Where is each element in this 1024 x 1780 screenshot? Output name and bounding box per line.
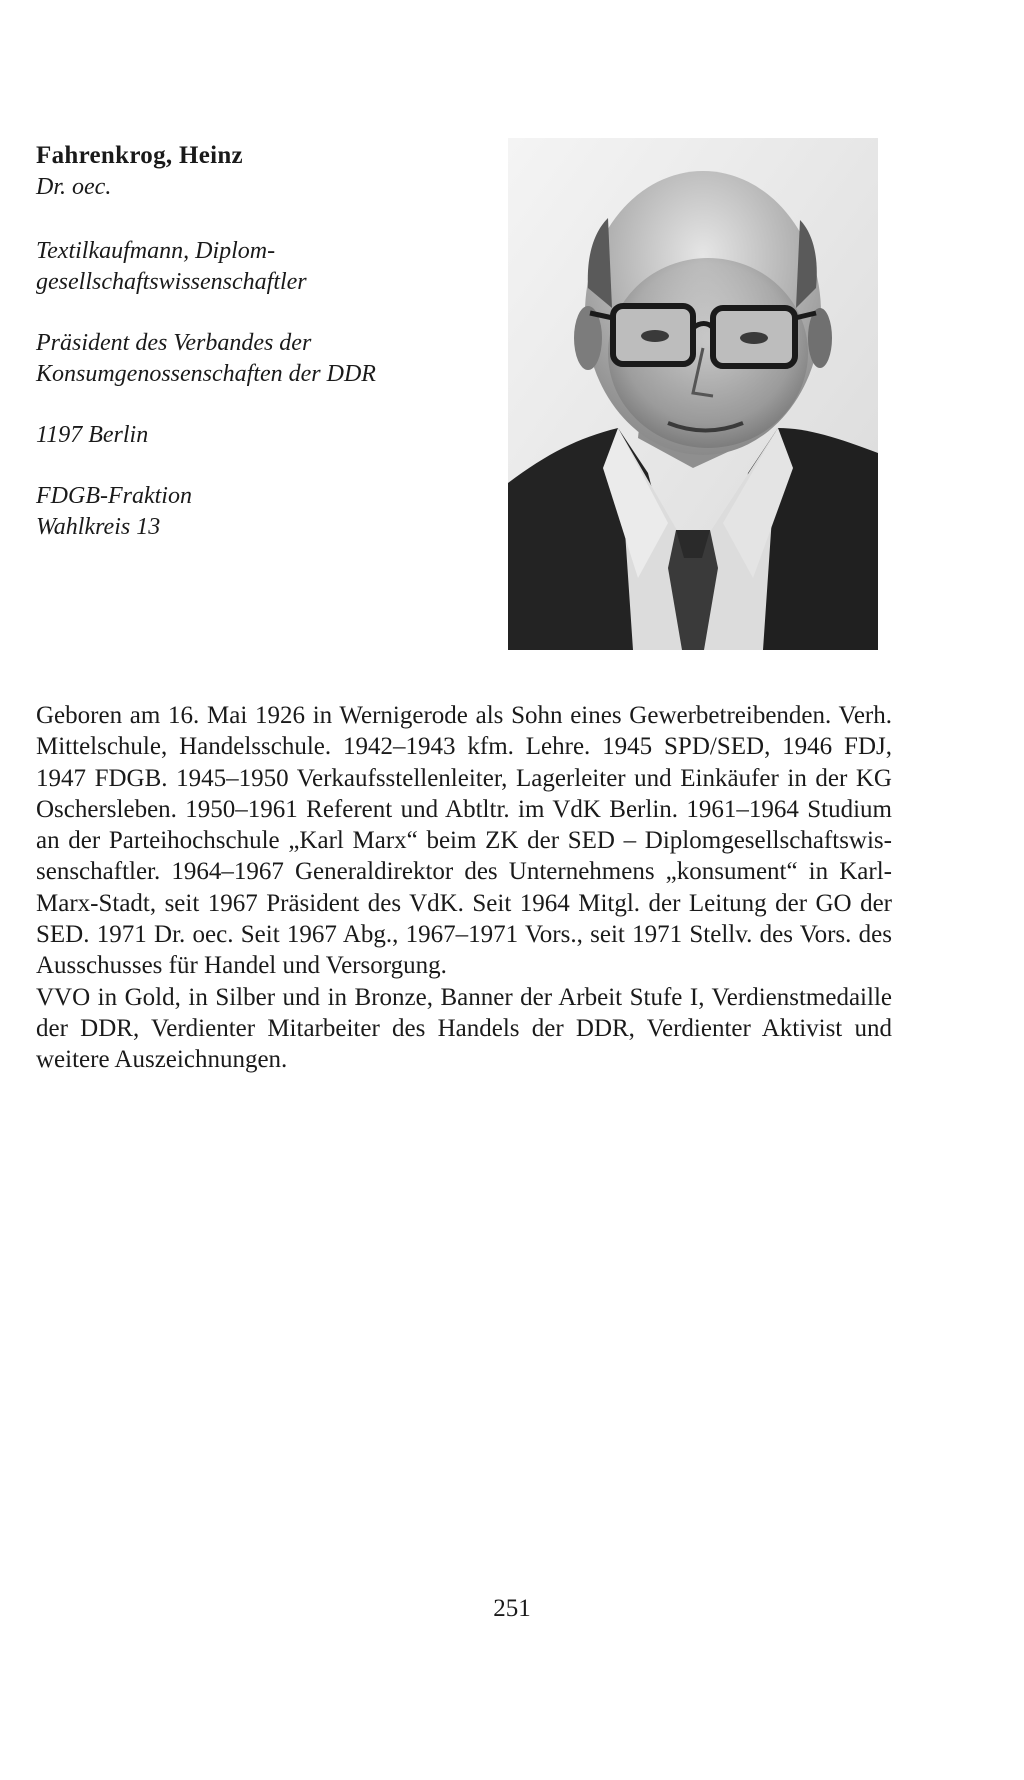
faction: FDGB-Fraktion [36, 483, 192, 509]
portrait-photo [508, 138, 878, 650]
page-number: 251 [493, 1595, 531, 1622]
position-line-1: Präsident des Verbandes der [36, 330, 312, 356]
biography [36, 700, 892, 1076]
profession-line-1: Textilkaufmann, Diplom- [36, 238, 276, 264]
biography-career: Geboren am 16. Mai 1926 in Wernigerode als Sohn eines Gewerbetreibenden. Verh. Mittelschule, Handelsschule. 1942–1943 kfm. Lehre. 1945 SPD/SED, 1946 FDJ, 1947 FDGB. 1945–1950 Verkaufsstellenleiter, Lagerleiter und Einkäufer in der KG Oschersleben. 1950–1961 Referent und Abtltr. im VdK Berlin. 1961–1964 Studium an der Parteihochschule „Karl Marx“ beim ZK der SED – Diplomgesellschaftswissenschaftler. 1964–1967 Generaldirektor des Unternehmens „konsument“ in Karl-Marx-Stadt, seit 1967 Präsident des VdK. Seit 1964 Mitgl. der Leitung der GO der SED. 1971 Dr. oec. Seit 1967 Abg., 1967–1971 Vors., seit 1971 Stellv. des Vors. des Ausschusses für Handel und Versorgung. [36, 702, 892, 980]
parliament-info [36, 481, 476, 543]
biography-awards: VVO in Gold, in Silber und in Bronze, Banner der Arbeit Stufe I, Verdienstmedaille der DDR, Verdienter Mitarbeiter des Handels der DDR, Verdienter Aktivist und weitere Auszeichnungen. [36, 983, 892, 1074]
academic-degree: Dr. oec. [36, 174, 112, 200]
profession-line-2: gesellschaftswissenschaftler [36, 269, 307, 295]
position [36, 328, 476, 390]
constituency: Wahlkreis 13 [36, 514, 161, 540]
position-line-2: Konsumgenossenschaften der DDR [36, 361, 376, 387]
profession [36, 236, 476, 298]
residence: 1197 Berlin [36, 422, 149, 448]
entry-header [36, 140, 476, 543]
person-name: Fahrenkrog, Heinz [36, 142, 243, 169]
